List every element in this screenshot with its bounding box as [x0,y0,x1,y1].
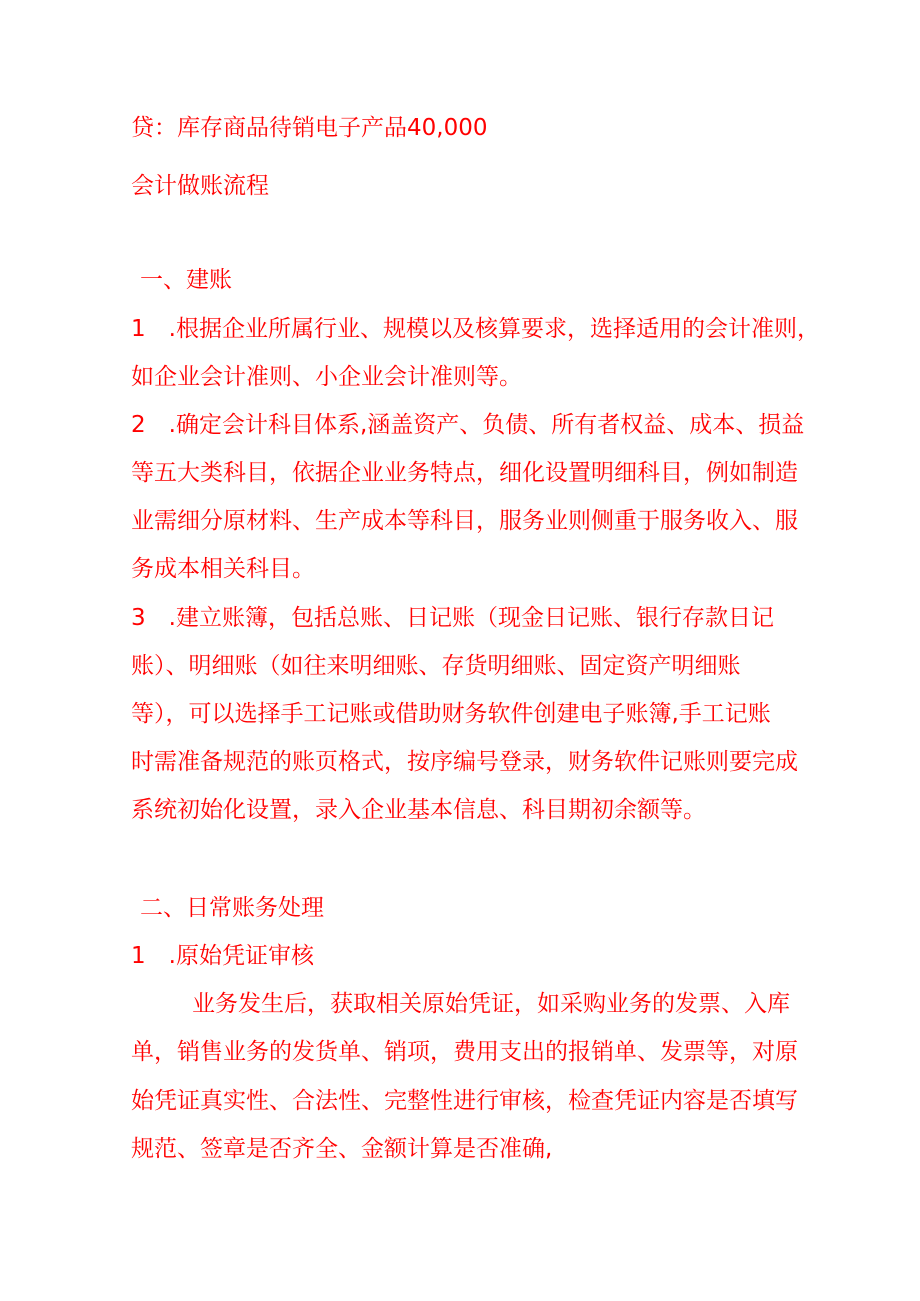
document-title: 会计做账流程 [131,173,269,199]
subsection-heading: 1 .原始凭证审核 [131,943,314,969]
paragraph-line: 等五大类科目，依据企业业务特点，细化设置明细科目，例如制造 [131,460,798,486]
paragraph-line: 账）、明细账（如往来明细账、存货明细账、固定资产明细账 [131,653,741,679]
paragraph-line: 2 .确定会计科目体系,涵盖资产、负债、所有者权益、成本、损益 [131,412,805,438]
paragraph-line: 单，销售业务的发货单、销项，费用支出的报销单、发票等，对原 [131,1039,798,1065]
paragraph-line: 1 .根据企业所属行业、规模以及核算要求，选择适用的会计准则， [131,316,820,342]
section-heading-2: 二、日常账务处理 [140,895,324,921]
paragraph-line: 3 .建立账簿，包括总账、日记账（现金日记账、银行存款日记 [131,605,774,631]
paragraph-line: 系统初始化设置，录入企业基本信息、科目期初余额等。 [131,797,706,823]
paragraph-line: 业需细分原材料、生产成本等科目，服务业则侧重于服务收入、服 [131,508,798,534]
paragraph-line: 业务发生后，获取相关原始凭证，如采购业务的发票、入库 [192,991,790,1017]
paragraph-line: 规范、签章是否齐全、金额计算是否准确, [131,1136,553,1162]
paragraph-line: 如企业会计准则、小企业会计准则等。 [131,364,522,390]
paragraph-line: 时需准备规范的账页格式，按序编号登录，财务软件记账则要完成 [131,749,798,775]
paragraph-line: 等），可以选择手工记账或借助财务软件创建电子账簿,手工记账 [131,701,771,727]
paragraph-line: 务成本相关科目。 [131,556,315,582]
section-heading-1: 一、建账 [140,267,232,293]
credit-entry-line: 贷：库存商品待销电子产品40,000 [131,115,488,141]
paragraph-line: 始凭证真实性、合法性、完整性进行审核，检查凭证内容是否填写 [131,1088,798,1114]
